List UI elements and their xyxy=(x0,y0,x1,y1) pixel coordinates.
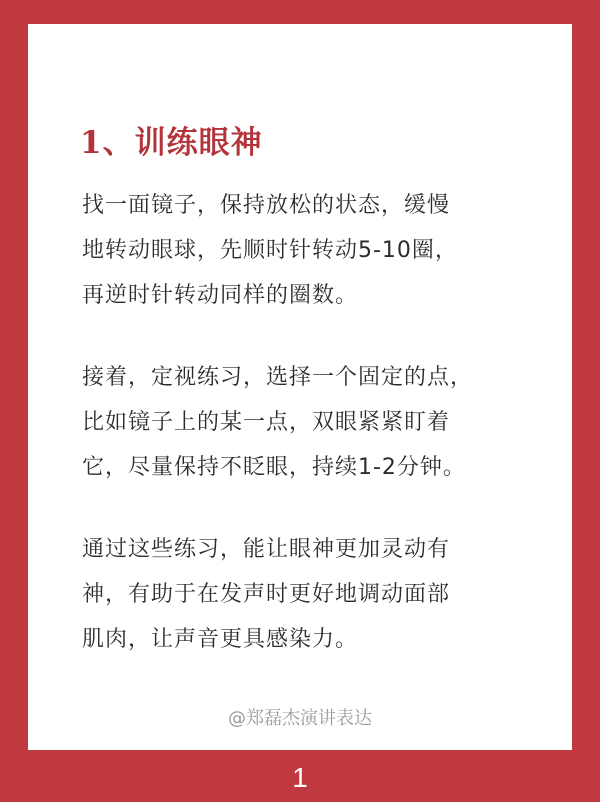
paragraph-mirror-eye-rotation xyxy=(82,183,542,318)
page-number: 1 xyxy=(292,762,308,793)
paragraph-line: 它，尽量保持不眨眼，持续1-2分钟。 xyxy=(82,455,466,480)
paragraph-fixation-practice xyxy=(82,355,542,490)
paragraph-line: 再逆时针转动同样的圈数。 xyxy=(82,283,359,308)
section-title: 1、训练眼神 xyxy=(80,125,263,161)
paragraph-line: 接着，定视练习，选择一个固定的点， xyxy=(82,365,474,390)
paragraph-line: 通过这些练习，能让眼神更加灵动有 xyxy=(82,537,451,562)
paragraph-line: 比如镜子上的某一点，双眼紧紧盯着 xyxy=(82,410,451,435)
paragraph-line: 神，有助于在发声时更好地调动面部 xyxy=(82,582,451,607)
content-card xyxy=(28,24,572,750)
paragraph-line: 地转动眼球，先顺时针转动5-10圈， xyxy=(82,238,458,263)
paragraph-benefits xyxy=(82,527,542,662)
paragraph-line: 找一面镜子，保持放松的状态，缓慢 xyxy=(82,193,451,218)
paragraph-line: 肌肉，让声音更具感染力。 xyxy=(82,627,359,652)
author-watermark: @郑磊杰演讲表达 xyxy=(228,708,372,729)
